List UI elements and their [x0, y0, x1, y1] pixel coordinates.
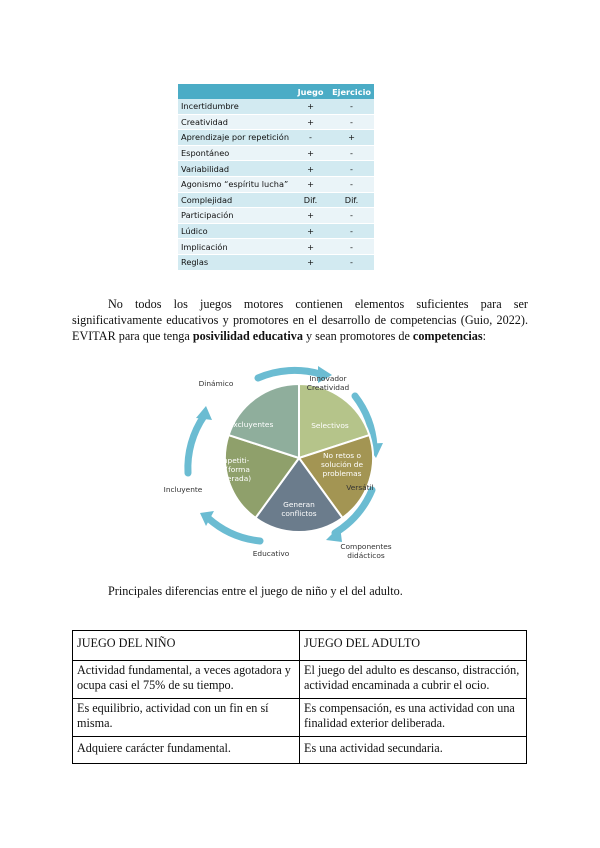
table-row — [178, 114, 374, 130]
outer-incluyente: Incluyente — [163, 485, 203, 494]
label-no-retos-2: solución de — [320, 460, 364, 469]
row-label: Variabilidad — [178, 161, 292, 177]
juego-value: Dif. — [292, 192, 329, 208]
table-row — [178, 130, 374, 146]
cell-nino: Es equilibrio, actividad con un fin en sí misma. — [73, 699, 300, 737]
table-row — [178, 223, 374, 239]
label-competitivos-1: Competiti- — [210, 456, 250, 465]
ejercicio-value: - — [329, 114, 374, 130]
game-characteristics-diagram — [150, 358, 450, 568]
row-label: Reglas — [178, 254, 292, 270]
outer-componentes-1: Componentes — [340, 542, 392, 551]
paragraph-text-1: No todos los juegos motores contienen elementos suficientes para ser significativamente educativos y promotores en el desarrollo de competencias (Guio, 2022). EVITAR para que tenga — [72, 297, 528, 343]
juego-value: + — [292, 176, 329, 192]
label-generan-1: Generan — [283, 500, 315, 509]
row-label: Agonismo “espíritu lucha” — [178, 176, 292, 192]
ejercicio-value: - — [329, 239, 374, 255]
cycle-arrow — [188, 416, 204, 473]
ejercicio-value: - — [329, 161, 374, 177]
row-label: Aprendizaje por repetición — [178, 130, 292, 146]
paragraph-text-2: y sean promotores de — [302, 329, 413, 343]
outer-educativo: Educativo — [252, 549, 290, 558]
row-label: Implicación — [178, 239, 292, 255]
cell-adulto: Es compensación, es una actividad con una finalidad exterior deliberada. — [300, 699, 527, 737]
outer-componentes-2: didácticos — [347, 551, 385, 560]
table-row — [73, 661, 527, 699]
body-paragraph — [72, 296, 528, 344]
juego-value: + — [292, 254, 329, 270]
label-no-retos-3: problemas — [322, 469, 362, 478]
ejercicio-value: - — [329, 145, 374, 161]
nino-adulto-table — [72, 630, 527, 764]
table-header-row — [73, 631, 527, 661]
label-excluyentes: Excluyentes — [228, 420, 274, 429]
cell-nino: Adquiere carácter fundamental. — [73, 737, 300, 764]
cell-adulto: Es una actividad secundaria. — [300, 737, 527, 764]
paragraph-bold-1: posivilidad educativa — [192, 329, 303, 343]
juego-value: + — [292, 161, 329, 177]
header-nino: JUEGO DEL NIÑO — [73, 631, 300, 661]
juego-value: + — [292, 223, 329, 239]
table-caption: Principales diferencias entre el juego de niño y el del adulto. — [108, 584, 403, 598]
juego-value: + — [292, 145, 329, 161]
row-label: Espontáneo — [178, 145, 292, 161]
arrow-head-icon — [196, 406, 212, 420]
table-header-row — [178, 84, 374, 99]
cycle-arrow — [208, 518, 260, 541]
label-competitivos-3: exagerada) — [208, 474, 252, 483]
row-label: Incertidumbre — [178, 99, 292, 114]
table-row — [178, 208, 374, 224]
table-row — [178, 145, 374, 161]
juego-value: + — [292, 208, 329, 224]
ejercicio-value: - — [329, 254, 374, 270]
label-generan-2: conflictos — [281, 509, 317, 518]
ejercicio-value: Dif. — [329, 192, 374, 208]
outer-innovador-1: Innovador — [309, 374, 347, 383]
header-adulto: JUEGO DEL ADULTO — [300, 631, 527, 661]
table-row — [178, 161, 374, 177]
row-label: Creatividad — [178, 114, 292, 130]
ejercicio-value: - — [329, 223, 374, 239]
paragraph-bold-2: competencias — [412, 329, 483, 343]
outer-innovador-2: Creatividad — [306, 383, 350, 392]
ejercicio-value: + — [329, 130, 374, 146]
outer-dinamico: Dinámico — [198, 379, 234, 388]
juego-value: + — [292, 114, 329, 130]
table-row — [178, 239, 374, 255]
label-no-retos-1: No retos o — [323, 451, 361, 460]
row-label: Participación — [178, 208, 292, 224]
header-juego: Juego — [292, 84, 329, 99]
label-selectivos: Selectivos — [311, 421, 349, 430]
ejercicio-value: - — [329, 176, 374, 192]
table-row — [178, 192, 374, 208]
ejercicio-value: - — [329, 99, 374, 114]
header-blank — [178, 84, 292, 99]
header-ejercicio: Ejercicio — [329, 84, 374, 99]
arrow-head-icon — [326, 526, 342, 542]
table-row — [178, 99, 374, 114]
row-label: Lúdico — [178, 223, 292, 239]
juego-ejercicio-table — [178, 84, 374, 271]
juego-value: + — [292, 99, 329, 114]
juego-value: - — [292, 130, 329, 146]
table-row — [178, 254, 374, 270]
row-label: Complejidad — [178, 192, 292, 208]
table-row — [73, 699, 527, 737]
ejercicio-value: - — [329, 208, 374, 224]
outer-versatil: Versátil — [346, 483, 374, 492]
table-row — [73, 737, 527, 764]
cell-nino: Actividad fundamental, a veces agotadora y ocupa casi el 75% de su tiempo. — [73, 661, 300, 699]
label-competitivos-2: vos (forma — [210, 465, 250, 474]
paragraph-text-3: : — [482, 329, 487, 343]
table-row — [178, 176, 374, 192]
juego-value: + — [292, 239, 329, 255]
cell-adulto: El juego del adulto es descanso, distracción, actividad encaminada a cubrir el ocio. — [300, 661, 527, 699]
